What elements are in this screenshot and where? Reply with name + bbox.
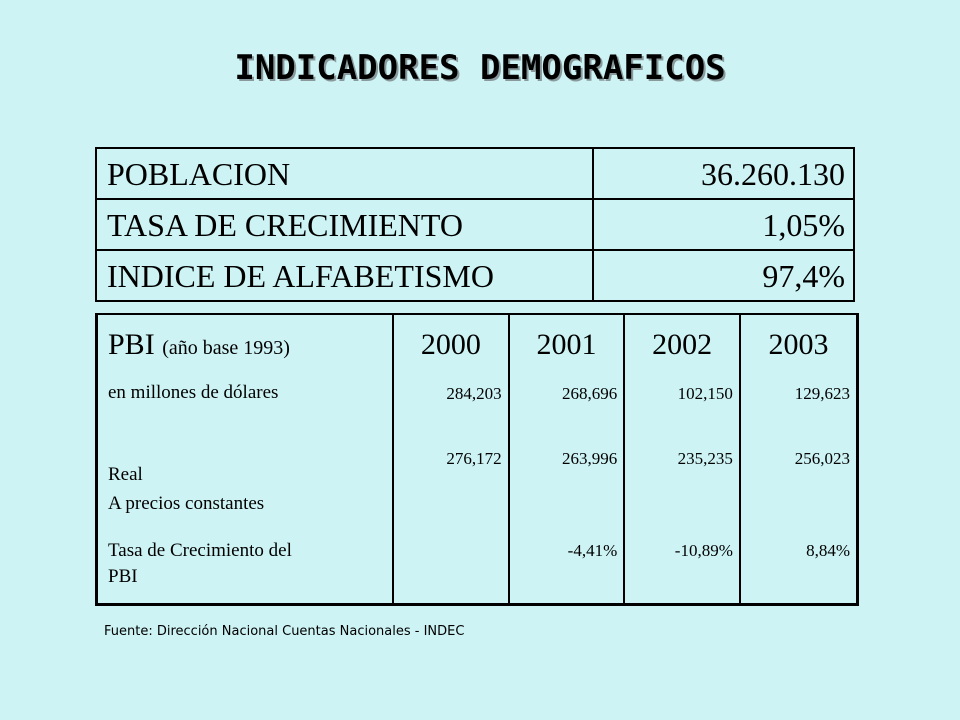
table-row (97, 448, 858, 530)
summary-row-tasa (96, 199, 854, 250)
year-header: 2000 (393, 314, 509, 374)
summary-value: 97,4% (593, 250, 854, 301)
cell-value: 129,623 (740, 374, 858, 448)
row-label (97, 448, 394, 530)
summary-label: POBLACION (96, 148, 593, 199)
pbi-header-row (97, 314, 858, 374)
table-row (97, 530, 858, 604)
row-label (97, 530, 394, 604)
cell-value: 8,84% (740, 530, 858, 604)
row-label-line2: A precios constantes (108, 493, 265, 515)
row-label-line1: en millones de dólares (108, 382, 279, 403)
pbi-table (95, 313, 859, 606)
cell-value: 235,235 (624, 448, 740, 530)
summary-label: TASA DE CRECIMIENTO (96, 199, 593, 250)
pbi-base-note: (año base 1993) (162, 336, 290, 359)
table-row (97, 374, 858, 448)
summary-value: 36.260.130 (593, 148, 854, 199)
page-title: INDICADORES DEMOGRAFICOS (234, 48, 726, 88)
cell-value: 276,172 (393, 448, 509, 530)
cell-value: 256,023 (740, 448, 858, 530)
row-label-line1: Real (108, 464, 143, 485)
row-label-line2: PBI (108, 565, 138, 587)
pbi-header-label (97, 314, 394, 374)
summary-label: INDICE DE ALFABETISMO (96, 250, 593, 301)
cell-value: -4,41% (509, 530, 625, 604)
summary-table (95, 147, 855, 302)
pbi-label: PBI (108, 327, 155, 361)
row-label-line1: Tasa de Crecimiento del (108, 540, 292, 561)
year-header: 2003 (740, 314, 858, 374)
year-header: 2002 (624, 314, 740, 374)
cell-value: 102,150 (624, 374, 740, 448)
cell-value (393, 530, 509, 604)
source-note: Fuente: Dirección Nacional Cuentas Nacionales - INDEC (104, 624, 465, 639)
year-header: 2001 (509, 314, 625, 374)
cell-value: 263,996 (509, 448, 625, 530)
cell-value: 268,696 (509, 374, 625, 448)
summary-value: 1,05% (593, 199, 854, 250)
row-label (97, 374, 394, 448)
summary-row-alfabetismo (96, 250, 854, 301)
cell-value: 284,203 (393, 374, 509, 448)
summary-row-poblacion (96, 148, 854, 199)
cell-value: -10,89% (624, 530, 740, 604)
